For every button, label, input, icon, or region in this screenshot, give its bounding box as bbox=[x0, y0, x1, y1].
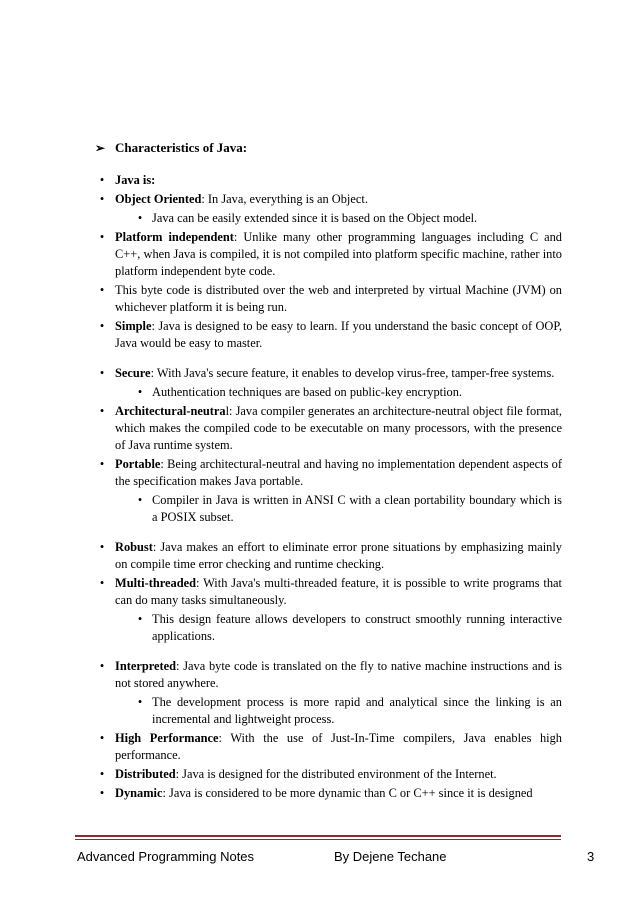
characteristics-list bbox=[96, 172, 562, 802]
bullet-icon: • bbox=[137, 385, 143, 399]
item-text: : Java is designed to be easy to learn. If you understand the basic concept of OOP, Java would be easy to master. bbox=[115, 319, 562, 350]
bullet-icon: • bbox=[99, 786, 105, 800]
bullet-icon: • bbox=[99, 173, 105, 187]
section-heading bbox=[95, 140, 247, 156]
item-text: : With Java's multi-threaded feature, it is possible to write programs that can do many tasks simultaneously. bbox=[115, 576, 562, 607]
footer-document-title: Advanced Programming Notes bbox=[77, 849, 255, 864]
item-text: : With the use of Just-In-Time compilers, Java enables high performance. bbox=[115, 731, 562, 762]
bullet-icon: • bbox=[99, 457, 105, 471]
item-text: : Java is designed for the distributed environment of the Internet. bbox=[175, 767, 497, 781]
list-item-multi-threaded bbox=[96, 575, 562, 609]
sub-item-compiler bbox=[134, 492, 562, 526]
item-text: This design feature allows developers to construct smoothly running interactive applications. bbox=[152, 612, 562, 643]
list-item-platform-independent bbox=[96, 229, 562, 280]
item-text: : Being architectural-neutral and having no implementation dependent aspects of the specification makes Java portable. bbox=[115, 457, 562, 488]
item-term: Dynamic bbox=[115, 786, 163, 800]
bullet-icon: • bbox=[99, 767, 105, 781]
bullet-icon: • bbox=[99, 659, 105, 673]
footer-page-number: 3 bbox=[587, 849, 595, 864]
item-text: Java can be easily extended since it is based on the Object model. bbox=[152, 211, 478, 225]
item-text: : With Java's secure feature, it enables to develop virus-free, tamper-free systems. bbox=[150, 366, 555, 380]
item-text: : Java is considered to be more dynamic than C or C++ since it is designed bbox=[162, 786, 533, 800]
list-item-java-is bbox=[96, 172, 562, 189]
sub-item-object-model bbox=[134, 210, 562, 227]
item-term: Architectural-neutra bbox=[115, 404, 226, 418]
footer-divider-thin bbox=[75, 839, 561, 840]
item-text: : Java byte code is translated on the fly to native machine instructions and is not stored anywhere. bbox=[115, 659, 562, 690]
list-item-architectural-neutral bbox=[96, 403, 562, 454]
item-term: Platform independent bbox=[115, 230, 234, 244]
bullet-icon: • bbox=[99, 192, 105, 206]
item-term: Distributed bbox=[115, 767, 176, 781]
item-text: l: Java compiler generates an architecture-neutral object file format, which makes the compiled code to be executable on many processors, with the presence of Java runtime system. bbox=[115, 404, 562, 452]
bullet-icon: • bbox=[137, 695, 143, 709]
footer-divider-thick bbox=[75, 835, 561, 837]
item-term: Robust bbox=[115, 540, 153, 554]
bullet-icon: • bbox=[99, 283, 105, 297]
item-term: Object Oriented bbox=[115, 192, 202, 206]
item-text: Compiler in Java is written in ANSI C with a clean portability boundary which is a POSIX subset. bbox=[152, 493, 562, 524]
list-item-dynamic bbox=[96, 785, 562, 802]
item-term: Simple bbox=[115, 319, 152, 333]
item-text: : Java makes an effort to eliminate error prone situations by emphasizing mainly on compile time error checking and runtime checking. bbox=[115, 540, 562, 571]
bullet-icon: • bbox=[99, 319, 105, 333]
item-text: Authentication techniques are based on public-key encryption. bbox=[152, 385, 463, 399]
bullet-icon: • bbox=[137, 612, 143, 626]
section-heading-text: Characteristics of Java: bbox=[115, 140, 248, 155]
list-item-object-oriented bbox=[96, 191, 562, 208]
item-term: Secure bbox=[115, 366, 151, 380]
bullet-icon: • bbox=[137, 493, 143, 507]
list-item-secure bbox=[96, 365, 562, 382]
bullet-icon: • bbox=[99, 404, 105, 418]
bullet-icon: • bbox=[99, 366, 105, 380]
item-term: Java is: bbox=[115, 173, 156, 187]
list-item-interpreted bbox=[96, 658, 562, 692]
item-text: The development process is more rapid and analytical since the linking is an incremental and lightweight process. bbox=[152, 695, 562, 726]
item-text: : Unlike many other programming languages including C and C++, when Java is compiled, it is not compiled into platform specific machine, rather into platform independent byte code. bbox=[115, 230, 562, 278]
bullet-icon: • bbox=[99, 731, 105, 745]
sub-item-authentication bbox=[134, 384, 562, 401]
item-text: This byte code is distributed over the web and interpreted by virtual Machine (JVM) on whichever platform it is being run. bbox=[115, 283, 562, 314]
bullet-icon: • bbox=[99, 576, 105, 590]
item-term: High Performance bbox=[115, 731, 219, 745]
arrow-bullet-icon: ➢ bbox=[95, 141, 106, 155]
bullet-icon: • bbox=[99, 540, 105, 554]
list-item-byte-code bbox=[96, 282, 562, 316]
footer-author: By Dejene Techane bbox=[334, 849, 447, 864]
item-term: Portable bbox=[115, 457, 161, 471]
list-item-simple bbox=[96, 318, 562, 352]
list-item-distributed bbox=[96, 766, 562, 783]
item-text: : In Java, everything is an Object. bbox=[201, 192, 368, 206]
bullet-icon: • bbox=[137, 211, 143, 225]
sub-item-design-feature bbox=[134, 611, 562, 645]
sub-item-development-process bbox=[134, 694, 562, 728]
list-item-robust bbox=[96, 539, 562, 573]
item-term: Interpreted bbox=[115, 659, 177, 673]
list-item-high-performance bbox=[96, 730, 562, 764]
list-item-portable bbox=[96, 456, 562, 490]
item-term: Multi-threaded bbox=[115, 576, 196, 590]
bullet-icon: • bbox=[99, 230, 105, 244]
